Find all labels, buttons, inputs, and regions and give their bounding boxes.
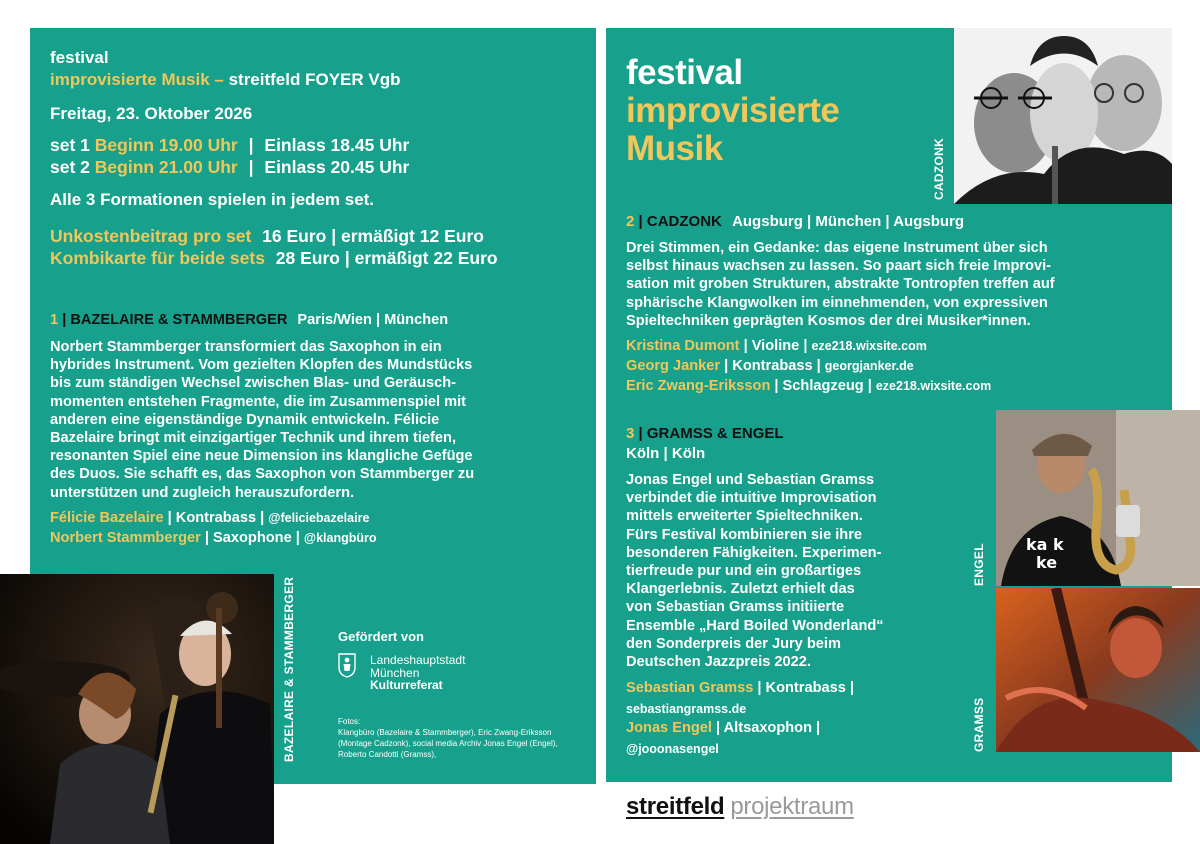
- band-1-sep: |: [62, 312, 67, 328]
- band-2-text-line: selbst hinaus wachsen zu lassen. So paart sich freie Improvi-: [626, 258, 1051, 275]
- musician-instrument: | Kontrabass |: [724, 358, 821, 374]
- band-3-text-line: besonderen Fähigkeiten. Experimen-: [626, 544, 882, 561]
- set-2-begin: Beginn 21.00 Uhr: [94, 157, 238, 177]
- price-2-label: Kombikarte für beide sets: [50, 248, 265, 268]
- musician-name: Félicie Bazelaire: [50, 510, 164, 526]
- band-3-sep: |: [638, 425, 643, 442]
- price-row-2: [50, 248, 498, 269]
- band-2-musician-1: [626, 338, 927, 354]
- festival-label: festival: [50, 48, 109, 67]
- band-2-origin: Augsburg | München | Augsburg: [732, 213, 965, 230]
- right-title-line-1: festival: [626, 53, 743, 92]
- band-2-heading: [626, 213, 964, 230]
- band-1-text-line: des Duos. Sie schafft es, das Saxophon von Stammberger zu: [50, 466, 475, 483]
- band-2-text-line: Spieltechniken geprägten Kosmos der drei Musiker*innen.: [626, 312, 1031, 329]
- set-1-entry: Einlass 18.45 Uhr: [264, 135, 410, 155]
- band-3-name: GRAMSS & ENGEL: [646, 425, 784, 442]
- title-part-2: streitfeld FOYER Vgb: [228, 70, 401, 89]
- band-3-text-line: tierfreude pur und ein großartiges: [626, 563, 862, 580]
- price-1-label: Unkostenbeitrag pro set: [50, 226, 252, 246]
- band-3-musician-2-link[interactable]: @jooonasengel: [626, 742, 719, 756]
- set-1-label: set 1: [50, 135, 90, 155]
- right-title-line-3: Musik: [626, 129, 723, 168]
- band-1-text-line: anderen eine eigenständige Dynamik entwickeln. Félicie: [50, 411, 440, 428]
- set-1-sep: |: [248, 135, 254, 155]
- band-2-text-line: Drei Stimmen, ein Gedanke: das eigene Instrument über sich: [626, 240, 1048, 256]
- musician-link[interactable]: georgjanker.de: [824, 359, 914, 373]
- band-1-musician-1: [50, 510, 369, 526]
- formation-note: Alle 3 Formationen spielen in jedem set.: [50, 190, 375, 209]
- price-row-1: [50, 226, 484, 247]
- event-date: Freitag, 23. Oktober 2026: [50, 104, 253, 123]
- musician-instrument: | Kontrabass |: [167, 510, 265, 526]
- band-1-description: [50, 338, 474, 502]
- band-1-origin: Paris/Wien | München: [297, 312, 449, 328]
- band-3-origin: Köln | Köln: [626, 445, 706, 462]
- engel-photo: [996, 410, 1200, 586]
- sponsor-org-line-2: München: [370, 665, 420, 680]
- sponsor-heading: Gefördert von: [338, 629, 424, 644]
- musician-instrument: | Altsaxophon |: [716, 720, 821, 736]
- set-2-entry: Einlass 20.45 Uhr: [264, 157, 410, 177]
- musician-link[interactable]: @feliciebazelaire: [268, 511, 370, 525]
- right-title-line-2: improvisierte: [626, 91, 840, 130]
- musician-instrument: | Violine |: [743, 338, 808, 354]
- musician-name: Jonas Engel: [626, 720, 712, 736]
- musician-name: Kristina Dumont: [626, 338, 740, 354]
- set-2-row: [50, 157, 409, 178]
- band-1-text-line: resonanten Spiel eine neue Dimension ins klangliche Gefüge: [50, 448, 473, 465]
- footer-brand: [626, 793, 854, 821]
- musician-name: Sebastian Gramss: [626, 680, 754, 696]
- band-3-number: 3: [626, 425, 635, 442]
- concert-photo-illustration: [0, 574, 274, 844]
- musician-instrument: | Saxophone |: [204, 530, 300, 546]
- band-3-musician-1-link[interactable]: sebastiangramss.de: [626, 702, 747, 716]
- band-1-text-line: Bazelaire bringt mit einzigartiger Technik und ihrem tiefen,: [50, 430, 456, 447]
- band-3-text-line: verbindet die intuitive Improvisation: [626, 490, 877, 507]
- svg-text:ke: ke: [1036, 553, 1058, 572]
- band-3-text-line: den Sonderpreis der Jury beim: [626, 635, 841, 652]
- bazelaire-stammberger-photo: [0, 574, 274, 844]
- festival-title: [50, 70, 401, 90]
- band-2-sep: |: [638, 213, 643, 230]
- credits-line: Klangbüro (Bazelaire & Stammberger), Eric Zwang-Eriksson: [338, 728, 552, 737]
- price-1-value: 16 Euro | ermäßigt 12 Euro: [262, 226, 484, 246]
- gramss-photo-label: GRAMSS: [972, 697, 986, 752]
- band-1-heading: [50, 312, 448, 328]
- musician-name: Eric Zwang-Eriksson: [626, 378, 771, 394]
- sponsor-org: [370, 654, 465, 692]
- band-3-text-line: von Sebastian Gramss initiierte: [626, 599, 845, 616]
- band-3-text-line: Jonas Engel und Sebastian Gramss: [626, 472, 875, 488]
- band-1-text-line: Norbert Stammberger transformiert das Saxophon in ein: [50, 339, 442, 355]
- band-1-musician-2: [50, 530, 377, 546]
- engel-saxophone-illustration: [996, 410, 1200, 586]
- set-1-begin: Beginn 19.00 Uhr: [94, 135, 238, 155]
- cadzonk-montage-illustration: [954, 28, 1172, 204]
- gramss-bass-illustration: [996, 588, 1200, 752]
- band-2-photo-label: CADZONK: [932, 137, 946, 200]
- photo-credits: [338, 716, 558, 760]
- brand-bold: streitfeld: [626, 793, 725, 820]
- price-2-value: 28 Euro | ermäßigt 22 Euro: [275, 248, 498, 268]
- band-2-name: CADZONK: [646, 213, 722, 230]
- band-3-text-line: Ensemble „Hard Boiled Wonderland“: [626, 617, 884, 634]
- band-3-text-line: Klangerlebnis. Zuletzt erhielt das: [626, 581, 855, 598]
- band-2-number: 2: [626, 213, 635, 230]
- set-1-row: [50, 135, 409, 156]
- band-2-description: [626, 239, 1055, 330]
- band-3-description: [626, 471, 884, 671]
- musician-link[interactable]: eze218.wixsite.com: [811, 339, 927, 353]
- set-2-sep: |: [248, 157, 254, 177]
- musician-link[interactable]: @klangbüro: [303, 531, 377, 545]
- band-2-musician-3: [626, 378, 991, 394]
- musician-name: Norbert Stammberger: [50, 530, 201, 546]
- credits-line: Fotos:: [338, 717, 361, 726]
- credits-line: (Montage Cadzonk), social media Archiv Jonas Engel (Engel),: [338, 739, 558, 748]
- band-1-text-line: bis zum ständigen Wechsel zwischen Blas- und Geräusch-: [50, 375, 457, 392]
- band-2-text-line: sation mit groben Strukturen, abstrakte Tontropfen treffen auf: [626, 276, 1055, 293]
- svg-text:ka k: ka k: [1026, 535, 1064, 554]
- band-1-number: 1: [50, 312, 59, 328]
- band-3-heading: [626, 425, 784, 442]
- munich-logo-icon: [338, 652, 356, 678]
- musician-name: Georg Janker: [626, 358, 721, 374]
- band-3-musician-1: [626, 680, 854, 696]
- engel-photo-label: ENGEL: [972, 543, 986, 586]
- band-1-name: BAZELAIRE & STAMMBERGER: [70, 312, 288, 328]
- gramss-photo: [996, 588, 1200, 752]
- band-1-text-line: momenten entstehen Fragmente, die im Zusammenspiel mit: [50, 393, 467, 410]
- set-2-label: set 2: [50, 157, 90, 177]
- band-3-text-line: Deutschen Jazzpreis 2022.: [626, 654, 811, 671]
- band-3-musician-2: [626, 720, 820, 736]
- cadzonk-photo: [954, 28, 1172, 204]
- musician-instrument: | Schlagzeug |: [774, 378, 872, 394]
- band-1-photo-label: BAZELAIRE & STAMMBERGER: [282, 576, 296, 762]
- sponsor-org-line-3: Kulturreferat: [370, 678, 443, 692]
- munich-crest-icon: [338, 652, 356, 678]
- band-1-text-line: unterstützen und zugleich herauszufordern.: [50, 484, 355, 501]
- musician-instrument: | Kontrabass |: [757, 680, 854, 696]
- credits-line: Roberto Candotti (Gramss),: [338, 750, 437, 759]
- band-2-musician-2: [626, 358, 914, 374]
- musician-link[interactable]: eze218.wixsite.com: [875, 379, 992, 393]
- band-2-text-line: sphärische Klangwolken im einnehmenden, von expressiven: [626, 294, 1048, 311]
- right-title: [626, 54, 839, 168]
- band-3-text-line: mittels erweiterter Spieltechniken.: [626, 508, 863, 525]
- sponsor-org-line-1: Landeshauptstadt: [370, 653, 466, 667]
- band-3-text-line: Fürs Festival kombinieren sie ihre: [626, 526, 863, 543]
- brand-light: projektraum: [730, 793, 854, 820]
- band-1-text-line: hybrides Instrument. Vom gezielten Klopfen des Mundstücks: [50, 357, 473, 374]
- title-part-1: improvisierte Musik –: [50, 70, 224, 89]
